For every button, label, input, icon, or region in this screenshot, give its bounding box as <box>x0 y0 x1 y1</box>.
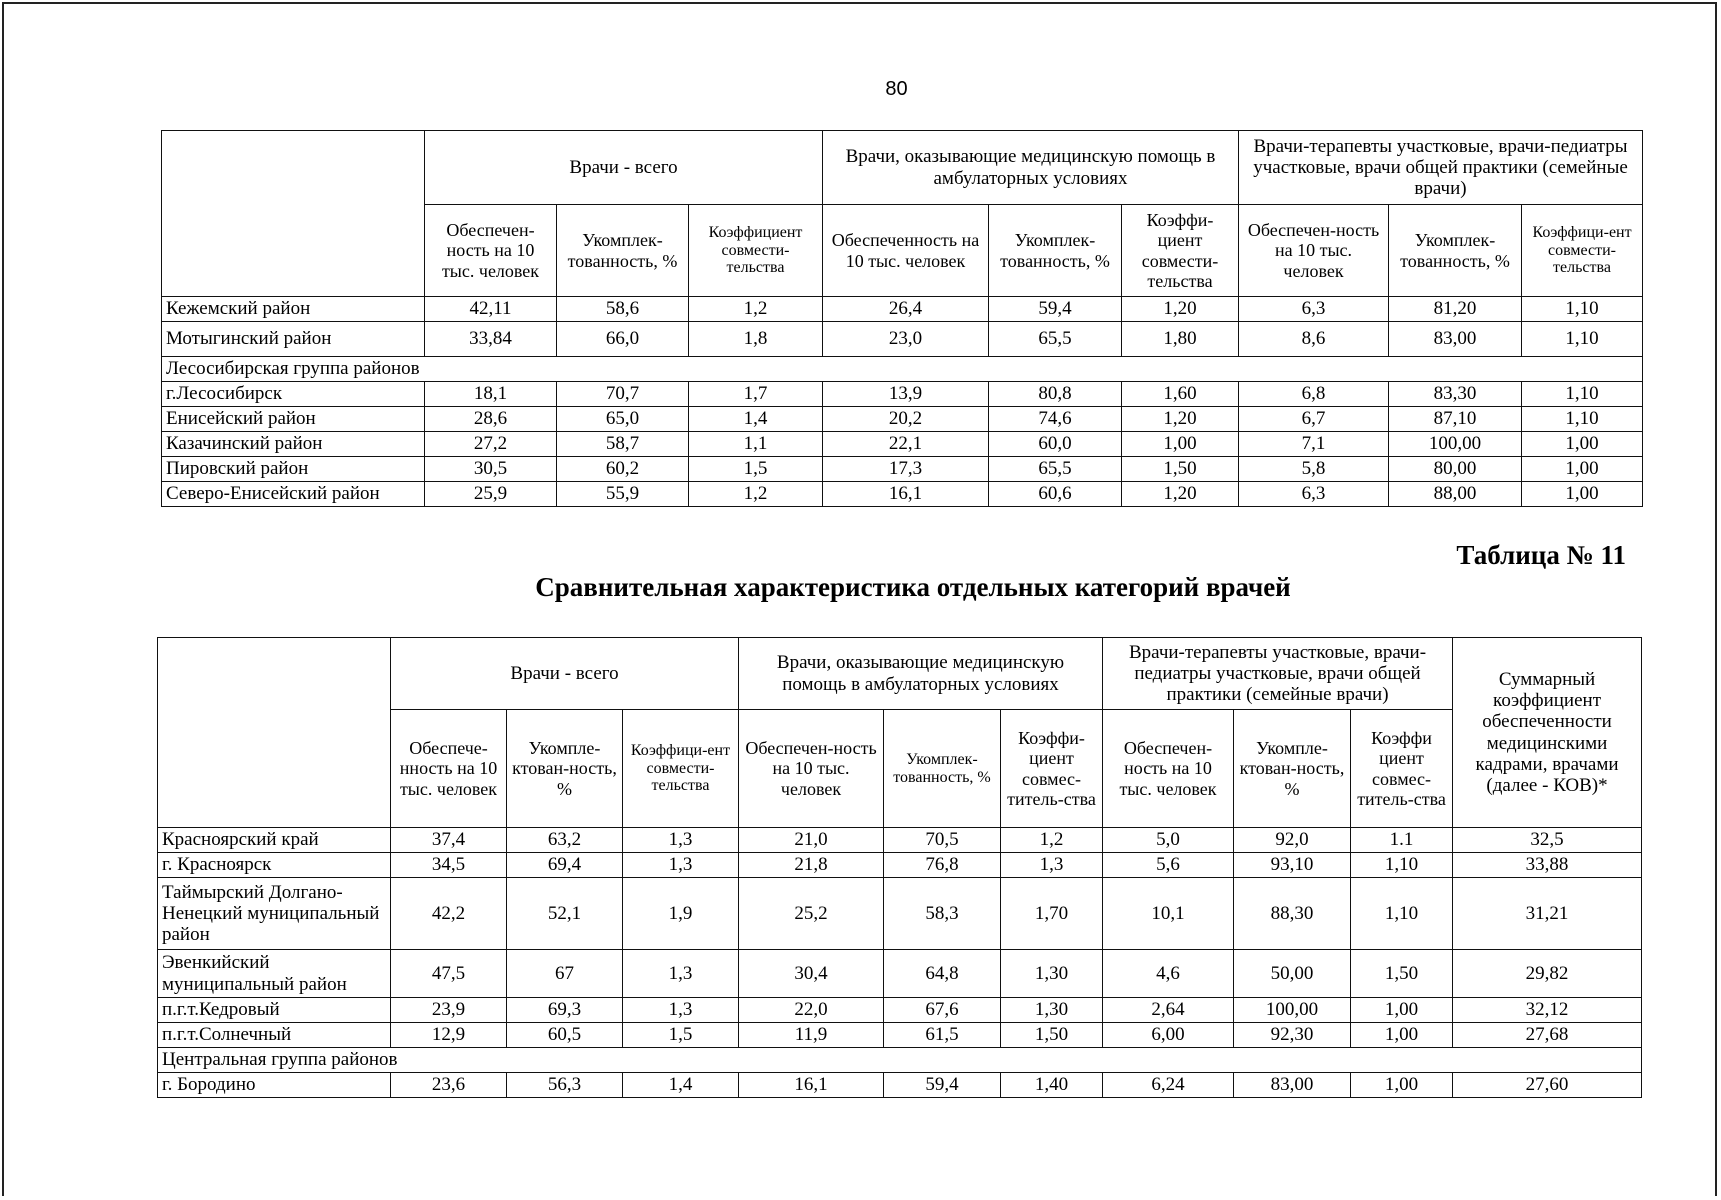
cell-value: 10,1 <box>1103 878 1234 950</box>
cell-value: 16,1 <box>823 482 989 507</box>
cell-value: 56,3 <box>507 1073 623 1098</box>
cell-value: 4,6 <box>1103 950 1234 998</box>
cell-value: 59,4 <box>884 1073 1001 1098</box>
cell-value: 1,10 <box>1351 878 1453 950</box>
cell-value: 100,00 <box>1389 432 1522 457</box>
cell-value: 1,00 <box>1351 1023 1453 1048</box>
cell-value: 47,5 <box>391 950 507 998</box>
cell-value: 88,00 <box>1389 482 1522 507</box>
table-title: Сравнительная характеристика отдельных категорий врачей <box>535 572 1291 602</box>
subheader-cell: Коэффици-ент совмести-тельства <box>623 710 739 828</box>
cell-value: 16,1 <box>739 1073 884 1098</box>
table-row <box>158 878 1642 950</box>
table-row <box>162 322 1643 357</box>
cell-value: 1,00 <box>1122 432 1239 457</box>
group-row <box>158 1048 1642 1073</box>
cell-value: 6,7 <box>1239 407 1389 432</box>
cell-value: 27,68 <box>1453 1023 1642 1048</box>
cell-value: 1,10 <box>1522 322 1643 357</box>
cell-value: 34,5 <box>391 853 507 878</box>
cell-value: 1,2 <box>1001 828 1103 853</box>
cell-value: 33,84 <box>425 322 557 357</box>
group-label: Центральная группа районов <box>158 1048 1642 1073</box>
cell-value: 1,50 <box>1351 950 1453 998</box>
cell-value: 42,2 <box>391 878 507 950</box>
cell-value: 67,6 <box>884 998 1001 1023</box>
cell-value: 1,40 <box>1001 1073 1103 1098</box>
cell-value: 1,20 <box>1122 407 1239 432</box>
cell-value: 1,00 <box>1522 432 1643 457</box>
cell-value: 1,3 <box>1001 853 1103 878</box>
cell-value: 1,50 <box>1001 1023 1103 1048</box>
cell-value: 1,10 <box>1351 853 1453 878</box>
cell-value: 1,00 <box>1522 457 1643 482</box>
group-row <box>162 357 1643 382</box>
cell-value: 76,8 <box>884 853 1001 878</box>
table-row <box>162 482 1643 507</box>
cell-value: 1,4 <box>689 407 823 432</box>
cell-value: 6,00 <box>1103 1023 1234 1048</box>
table-row <box>158 828 1642 853</box>
row-name: Кежемский район <box>162 297 425 322</box>
subheader-cell: Коэффициент совмести-тельства <box>689 205 823 297</box>
cell-value: 60,5 <box>507 1023 623 1048</box>
cell-value: 1,60 <box>1122 382 1239 407</box>
cell-value: 1,20 <box>1122 297 1239 322</box>
cell-value: 1,70 <box>1001 878 1103 950</box>
cell-value: 33,88 <box>1453 853 1642 878</box>
cell-value: 92,0 <box>1234 828 1351 853</box>
cell-value: 13,9 <box>823 382 989 407</box>
subheader-cell: Обеспече-нность на 10 тыс. человек <box>391 710 507 828</box>
group-header-all-doctors: Врачи - всего <box>391 638 739 710</box>
group-header-kov: Суммарный коэффициент обеспеченности медицинскими кадрами, врачами (далее - КОВ)* <box>1453 638 1642 828</box>
cell-value: 22,0 <box>739 998 884 1023</box>
doctors-table-continued <box>161 130 1643 507</box>
row-name: Енисейский район <box>162 407 425 432</box>
table-row <box>162 297 1643 322</box>
table-row <box>162 407 1643 432</box>
cell-value: 23,6 <box>391 1073 507 1098</box>
cell-value: 23,9 <box>391 998 507 1023</box>
cell-value: 5,8 <box>1239 457 1389 482</box>
cell-value: 1,30 <box>1001 950 1103 998</box>
cell-value: 32,12 <box>1453 998 1642 1023</box>
cell-value: 2,64 <box>1103 998 1234 1023</box>
cell-value: 52,1 <box>507 878 623 950</box>
cell-value: 1,10 <box>1522 297 1643 322</box>
cell-value: 70,5 <box>884 828 1001 853</box>
cell-value: 1,1 <box>689 432 823 457</box>
cell-value: 1,9 <box>623 878 739 950</box>
cell-value: 5,6 <box>1103 853 1234 878</box>
cell-value: 58,6 <box>557 297 689 322</box>
cell-value: 100,00 <box>1234 998 1351 1023</box>
cell-value: 12,9 <box>391 1023 507 1048</box>
cell-value: 6,24 <box>1103 1073 1234 1098</box>
cell-value: 6,8 <box>1239 382 1389 407</box>
cell-value: 83,00 <box>1389 322 1522 357</box>
cell-value: 60,6 <box>989 482 1122 507</box>
cell-value: 70,7 <box>557 382 689 407</box>
cell-value: 83,00 <box>1234 1073 1351 1098</box>
cell-value: 1,10 <box>1522 407 1643 432</box>
cell-value: 69,4 <box>507 853 623 878</box>
subheader-cell: Укомплек-тованность, % <box>557 205 689 297</box>
cell-value: 37,4 <box>391 828 507 853</box>
cell-value: 6,3 <box>1239 297 1389 322</box>
cell-value: 1,20 <box>1122 482 1239 507</box>
cell-value: 31,21 <box>1453 878 1642 950</box>
cell-value: 1,30 <box>1001 998 1103 1023</box>
cell-value: 66,0 <box>557 322 689 357</box>
subheader-cell: Обеспечен-ность на 10 тыс. человек <box>425 205 557 297</box>
cell-value: 74,6 <box>989 407 1122 432</box>
group-header-all-doctors: Врачи - всего <box>425 131 823 205</box>
cell-value: 87,10 <box>1389 407 1522 432</box>
row-name: г.Лесосибирск <box>162 382 425 407</box>
cell-value: 65,0 <box>557 407 689 432</box>
group-header-district-doctors: Врачи-терапевты участковые, врачи-педиатры участковые, врачи общей практики (семейные врачи) <box>1103 638 1453 710</box>
row-name: Красноярский край <box>158 828 391 853</box>
cell-value: 1,3 <box>623 828 739 853</box>
row-name: Таймырский Долгано-Ненецкий муниципальный район <box>158 878 391 950</box>
cell-value: 58,3 <box>884 878 1001 950</box>
cell-value: 93,10 <box>1234 853 1351 878</box>
cell-value: 5,0 <box>1103 828 1234 853</box>
group-header-outpatient-doctors: Врачи, оказывающие медицинскую помощь в амбулаторных условиях <box>739 638 1103 710</box>
cell-value: 60,0 <box>989 432 1122 457</box>
table-row <box>158 950 1642 998</box>
cell-value: 1,00 <box>1522 482 1643 507</box>
cell-value: 21,0 <box>739 828 884 853</box>
cell-value: 17,3 <box>823 457 989 482</box>
cell-value: 1,3 <box>623 950 739 998</box>
cell-value: 22,1 <box>823 432 989 457</box>
row-name: Северо-Енисейский район <box>162 482 425 507</box>
cell-value: 1,10 <box>1522 382 1643 407</box>
subheader-cell: Обеспеченность на 10 тыс. человек <box>823 205 989 297</box>
row-name: Мотыгинский район <box>162 322 425 357</box>
cell-value: 58,7 <box>557 432 689 457</box>
corner-header-cell <box>162 131 425 297</box>
cell-value: 81,20 <box>1389 297 1522 322</box>
cell-value: 1,00 <box>1351 998 1453 1023</box>
cell-value: 1,3 <box>623 853 739 878</box>
group-header-outpatient-doctors: Врачи, оказывающие медицинскую помощь в амбулаторных условиях <box>823 131 1239 205</box>
table-row <box>162 382 1643 407</box>
cell-value: 1,80 <box>1122 322 1239 357</box>
cell-value: 23,0 <box>823 322 989 357</box>
cell-value: 29,82 <box>1453 950 1642 998</box>
cell-value: 1,5 <box>623 1023 739 1048</box>
subheader-cell: Укомпле-ктован-ность, % <box>1234 710 1351 828</box>
subheader-cell: Обеспечен-ность на 10 тыс. человек <box>1103 710 1234 828</box>
group-label: Лесосибирская группа районов <box>162 357 1643 382</box>
cell-value: 80,8 <box>989 382 1122 407</box>
cell-value: 1,5 <box>689 457 823 482</box>
subheader-cell: Укомпле-ктован-ность, % <box>507 710 623 828</box>
cell-value: 64,8 <box>884 950 1001 998</box>
cell-value: 30,5 <box>425 457 557 482</box>
cell-value: 1,4 <box>623 1073 739 1098</box>
cell-value: 1,50 <box>1122 457 1239 482</box>
cell-value: 27,2 <box>425 432 557 457</box>
cell-value: 1,00 <box>1351 1073 1453 1098</box>
cell-value: 1,2 <box>689 297 823 322</box>
cell-value: 11,9 <box>739 1023 884 1048</box>
cell-value: 60,2 <box>557 457 689 482</box>
corner-header-cell <box>158 638 391 828</box>
cell-value: 1,3 <box>623 998 739 1023</box>
row-name: Пировский район <box>162 457 425 482</box>
subheader-cell: Коэффи-циент совмести-тельства <box>1122 205 1239 297</box>
cell-value: 67 <box>507 950 623 998</box>
cell-value: 28,6 <box>425 407 557 432</box>
cell-value: 32,5 <box>1453 828 1642 853</box>
cell-value: 88,30 <box>1234 878 1351 950</box>
table-row <box>162 457 1643 482</box>
cell-value: 55,9 <box>557 482 689 507</box>
cell-value: 6,3 <box>1239 482 1389 507</box>
cell-value: 7,1 <box>1239 432 1389 457</box>
doctors-comparison-table <box>157 637 1642 1098</box>
row-name: п.г.т.Кедровый <box>158 998 391 1023</box>
cell-value: 83,30 <box>1389 382 1522 407</box>
cell-value: 25,2 <box>739 878 884 950</box>
cell-value: 27,60 <box>1453 1073 1642 1098</box>
table-row <box>158 1023 1642 1048</box>
group-header-district-doctors: Врачи-терапевты участковые, врачи-педиатры участковые, врачи общей практики (семейные врачи) <box>1239 131 1643 205</box>
row-name: п.г.т.Солнечный <box>158 1023 391 1048</box>
subheader-cell: Коэффи циент совмес-титель-ства <box>1351 710 1453 828</box>
page-number: 80 <box>885 78 908 100</box>
row-name: г. Бородино <box>158 1073 391 1098</box>
cell-value: 18,1 <box>425 382 557 407</box>
table-caption: Таблица № 11 <box>1456 540 1626 570</box>
subheader-cell: Обеспечен-ность на 10 тыс. человек <box>1239 205 1389 297</box>
row-name: Эвенкийский муниципальный район <box>158 950 391 998</box>
cell-value: 1.1 <box>1351 828 1453 853</box>
cell-value: 69,3 <box>507 998 623 1023</box>
cell-value: 8,6 <box>1239 322 1389 357</box>
row-name: г. Красноярск <box>158 853 391 878</box>
cell-value: 1,8 <box>689 322 823 357</box>
cell-value: 92,30 <box>1234 1023 1351 1048</box>
subheader-cell: Коэффи-циент совмес-титель-ства <box>1001 710 1103 828</box>
table-row <box>162 432 1643 457</box>
cell-value: 50,00 <box>1234 950 1351 998</box>
cell-value: 1,7 <box>689 382 823 407</box>
cell-value: 25,9 <box>425 482 557 507</box>
cell-value: 65,5 <box>989 322 1122 357</box>
table-row <box>158 1073 1642 1098</box>
cell-value: 42,11 <box>425 297 557 322</box>
cell-value: 30,4 <box>739 950 884 998</box>
cell-value: 26,4 <box>823 297 989 322</box>
subheader-cell: Укомплек-тованность, % <box>989 205 1122 297</box>
table-row <box>158 998 1642 1023</box>
subheader-cell: Укомплек-тованность, % <box>1389 205 1522 297</box>
cell-value: 65,5 <box>989 457 1122 482</box>
subheader-cell: Укомплек-тованность, % <box>884 710 1001 828</box>
cell-value: 1,2 <box>689 482 823 507</box>
subheader-cell: Обеспечен-ность на 10 тыс. человек <box>739 710 884 828</box>
cell-value: 80,00 <box>1389 457 1522 482</box>
cell-value: 59,4 <box>989 297 1122 322</box>
cell-value: 21,8 <box>739 853 884 878</box>
table-row <box>158 853 1642 878</box>
cell-value: 63,2 <box>507 828 623 853</box>
row-name: Казачинский район <box>162 432 425 457</box>
cell-value: 20,2 <box>823 407 989 432</box>
cell-value: 61,5 <box>884 1023 1001 1048</box>
subheader-cell: Коэффици-ент совмести-тельства <box>1522 205 1643 297</box>
